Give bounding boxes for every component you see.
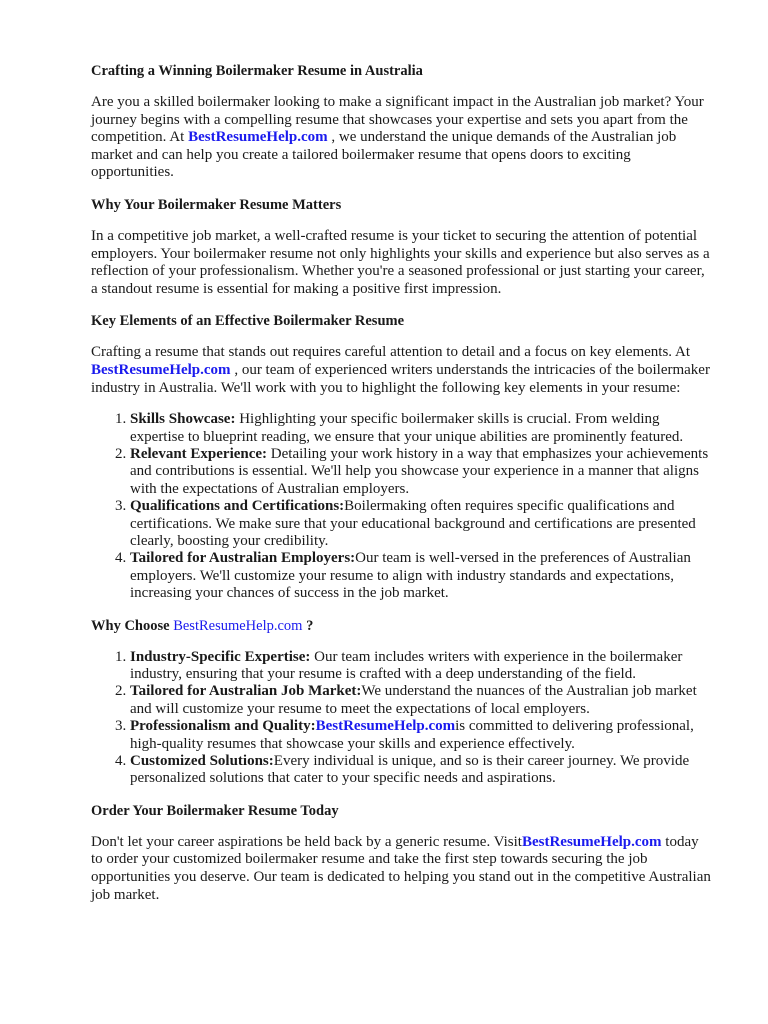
why-matters-heading: Why Your Boilermaker Resume Matters bbox=[91, 196, 342, 213]
list-item-text: Our team includes writers with experience in the boilermaker industry, ensuring that your resume is crafted with a deep understanding of the field. bbox=[130, 648, 683, 682]
why-choose-heading-start: Why Choose bbox=[91, 617, 174, 634]
list-item-label: Qualifications and Certifications: bbox=[130, 498, 345, 515]
list-item-label: Professionalism and Quality: bbox=[130, 718, 316, 735]
list-item bbox=[130, 550, 712, 602]
page-title: Crafting a Winning Boilermaker Resume in Australia bbox=[91, 63, 423, 79]
list-item-text: Our team is well-versed in the preferences of Australian employers. We'll customize your resume to align with industry standards and expectations, increasing your chances of success in the job market. bbox=[130, 550, 691, 602]
order-text-start: Don't let your career aspirations be held back by a generic resume. Visit bbox=[91, 833, 522, 850]
list-item bbox=[130, 411, 712, 446]
list-item-text: We understand the nuances of the Australian job market and will customize your resume to meet the expectations of local employers. bbox=[130, 683, 697, 717]
key-elements-heading: Key Elements of an Effective Boilermaker Resume bbox=[91, 313, 405, 330]
order-paragraph bbox=[91, 834, 712, 904]
list-item-label: Industry-Specific Expertise: bbox=[130, 648, 311, 665]
why-matters-paragraph: In a competitive job market, a well-crafted resume is your ticket to securing the attention of potential employers. Your boilermaker resume not only highlights your skills and experience but also serves as a reflection of your professionalism. Whether you're a seasoned professional or just starting your career, a standout resume is essential for making a positive first impression. bbox=[91, 227, 710, 297]
list-item-text: is committed to delivering professional, high-quality resumes that showcase your skills and experience effectively. bbox=[130, 718, 694, 752]
list-item bbox=[130, 498, 712, 550]
list-item-label: Skills Showcase: bbox=[130, 411, 236, 428]
bestresumehelp-link[interactable]: BestResumeHelp.com bbox=[521, 833, 662, 850]
list-item-label: Customized Solutions: bbox=[130, 753, 274, 770]
list-item-text: Highlighting your specific boilermaker skills is crucial. From welding expertise to blueprint reading, we ensure that your unique abilities are prominently featured. bbox=[130, 411, 684, 445]
intro-paragraph bbox=[91, 94, 712, 182]
key-elements-text-end: , our team of experienced writers understands the intricacies of the boilermaker industry in Australia. We'll work with you to highlight the following key elements in your resume: bbox=[91, 361, 710, 396]
list-item-label: Relevant Experience: bbox=[130, 445, 268, 462]
why-choose-heading-end: ? bbox=[302, 617, 314, 634]
list-item bbox=[130, 446, 712, 498]
key-elements-paragraph bbox=[91, 344, 712, 397]
bestresumehelp-link[interactable]: BestResumeHelp.com bbox=[91, 361, 231, 378]
list-item-text: Detailing your work history in a way that emphasizes your achievements and contributions is essential. We'll help you showcase your experience in a manner that aligns with the expectations of Australian employers. bbox=[130, 445, 709, 497]
bestresumehelp-link[interactable]: BestResumeHelp.com bbox=[315, 718, 456, 735]
why-choose-heading bbox=[91, 617, 712, 635]
key-elements-list bbox=[91, 411, 712, 602]
why-choose-list bbox=[91, 649, 712, 788]
list-item-label: Tailored for Australian Employers: bbox=[130, 550, 356, 567]
list-item bbox=[130, 718, 712, 753]
key-elements-text-start: Crafting a resume that stands out requires careful attention to detail and a focus on key elements. At bbox=[91, 344, 690, 361]
list-item bbox=[130, 753, 712, 788]
list-item bbox=[130, 649, 712, 684]
list-item bbox=[130, 683, 712, 718]
list-item-label: Tailored for Australian Job Market: bbox=[130, 683, 362, 700]
list-item-text: Boilermaking often requires specific qualifications and certifications. We make sure that your educational background and certifications are presented clearly, boosting your credibility. bbox=[130, 498, 696, 549]
intro-text-start: Are you a skilled boilermaker looking to make a significant impact in the Australian job market? Your journey begins with a compelling resume that showcases your expertise and sets you apart from the competition. At bbox=[91, 94, 704, 146]
bestresumehelp-link[interactable]: BestResumeHelp.com bbox=[173, 617, 303, 634]
intro-text-end: , we understand the unique demands of the Australian job market and can help you create a tailored boilermaker resume that opens doors to exciting opportunities. bbox=[91, 129, 677, 181]
order-text-end: today to order your customized boilermaker resume and take the first step towards securing the job opportunities you deserve. Our team is dedicated to helping you stand out in the competitive Australian job market. bbox=[91, 833, 711, 903]
list-item-text: Every individual is unique, and so is their career journey. We provide personalized solutions that cater to your specific needs and aspirations. bbox=[130, 753, 690, 787]
order-heading: Order Your Boilermaker Resume Today bbox=[91, 802, 339, 819]
bestresumehelp-link[interactable]: BestResumeHelp.com bbox=[188, 129, 328, 146]
